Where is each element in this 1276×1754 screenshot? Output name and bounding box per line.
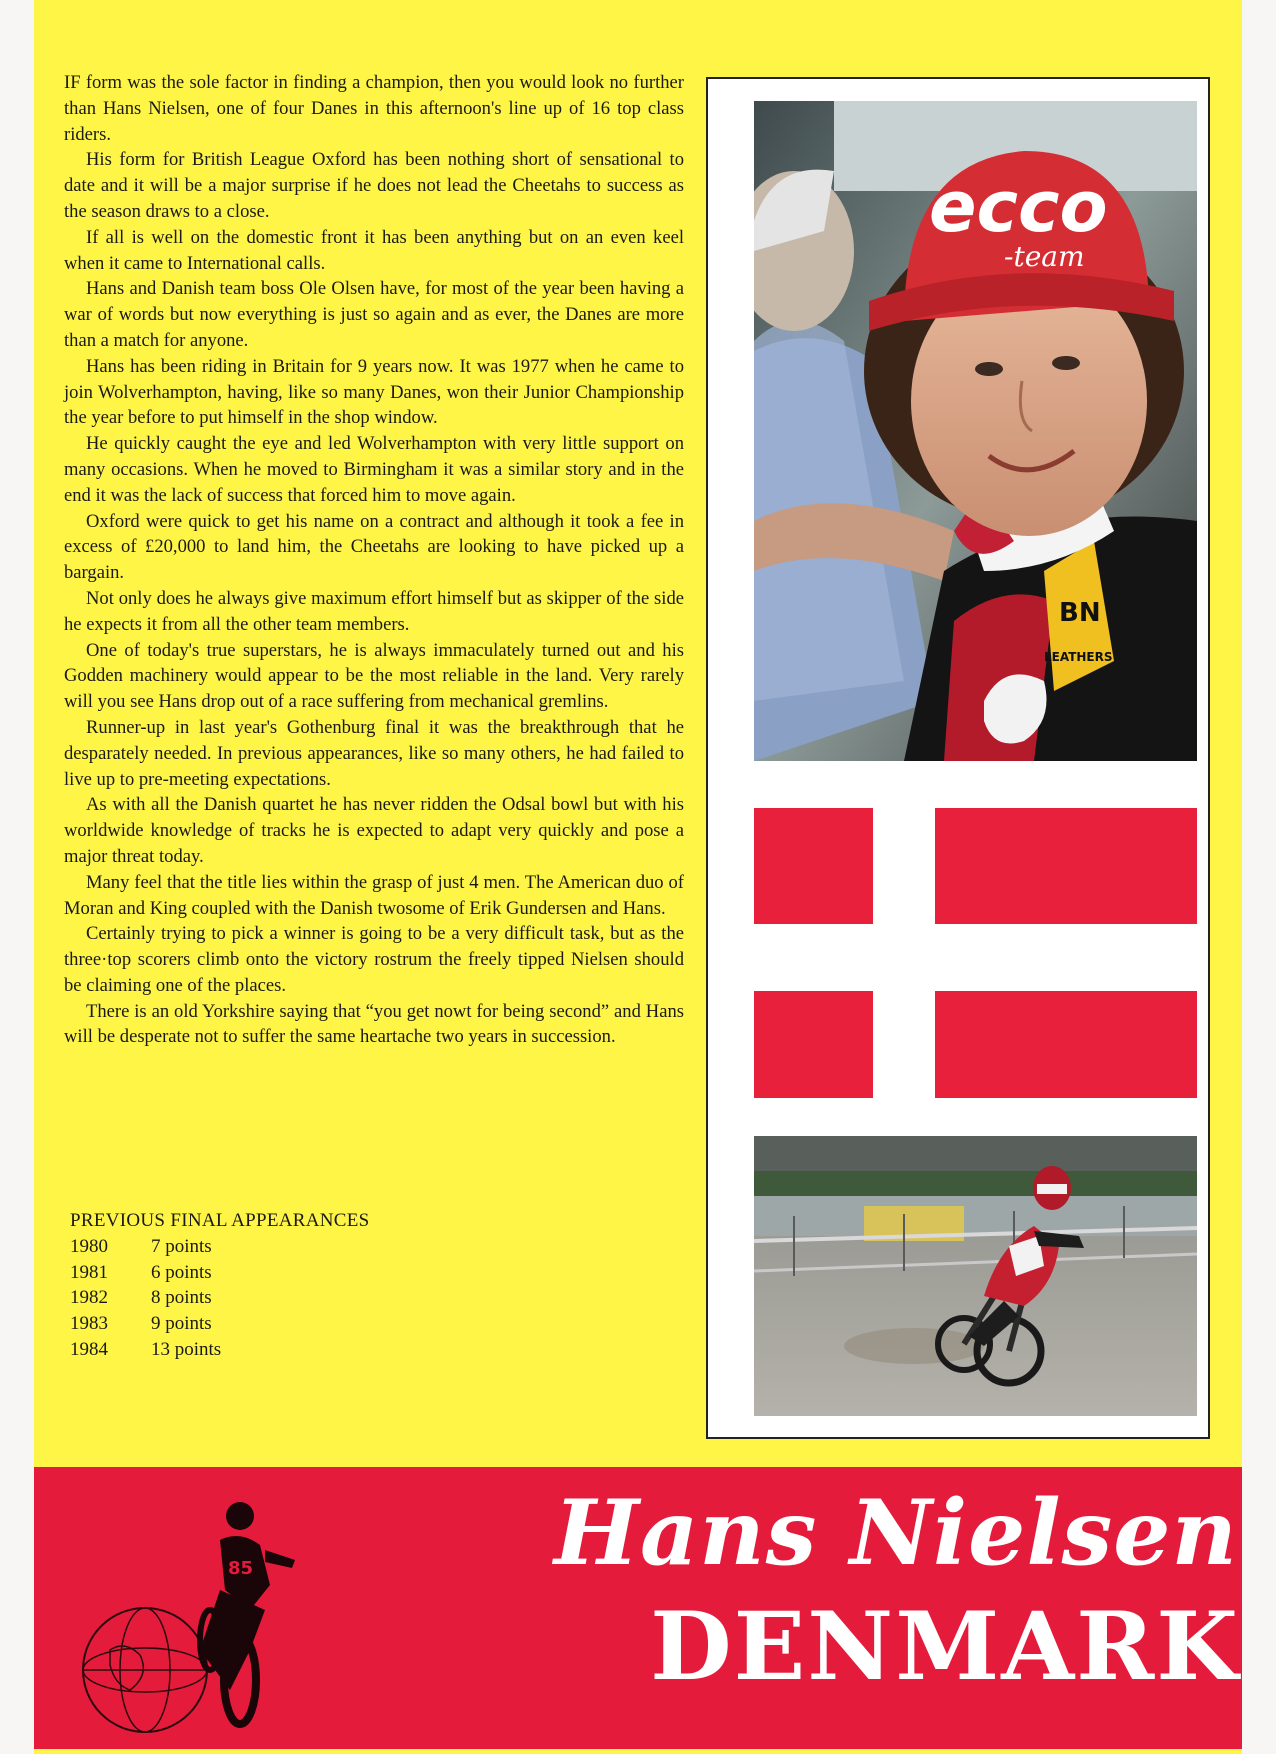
speedway-action-photo [754,1136,1197,1416]
appearance-row [70,1285,490,1311]
speedway-globe-logo [70,1490,300,1740]
article-paragraph-7: Oxford were quick to get his name on a contract and although it took a fee in excess of £20,000 to land him, the Cheetahs are looking to have picked up a bargain. [64,510,684,584]
appearance-points: 9 points [151,1313,212,1335]
appearance-year: 1983 [70,1313,108,1335]
appearance-points: 7 points [151,1235,212,1257]
appearances-heading: PREVIOUS FINAL APPEARANCES [70,1210,370,1231]
globe-rider-logo-icon [70,1490,300,1740]
flag-red-field [935,808,1197,924]
flag-red-field [935,991,1197,1098]
article-paragraph-11: As with all the Danish quartet he has never ridden the Odsal bowl but with his worldwide knowledge of tracks he is expected to adapt very quickly and pose a major threat today. [64,794,684,867]
appearance-year: 1981 [70,1261,108,1283]
article-body [64,70,684,1050]
appearance-year: 1984 [70,1338,108,1360]
appearance-year: 1982 [70,1287,108,1309]
cap-logo-subtext: -team [1004,240,1085,273]
danish-flag [754,808,1197,1098]
appearance-row [70,1234,490,1260]
cap-logo-text: ecco [929,166,1108,248]
previous-final-appearances [70,1208,490,1363]
jacket-patch-text: BN [1059,598,1101,628]
appearance-row [70,1260,490,1286]
article-paragraph-13: Certainly trying to pick a winner is going to be a very difficult task, but as the three·top scorers climb onto the victory rostrum the freely tipped Nielsen should be claiming one of the places. [64,923,684,996]
article-paragraph-10: Runner-up in last year's Gothenburg final it was the breakthrough that he desparately needed. In previous appearances, like so many others, he had failed to live up to pre-meeting expectations. [64,716,684,790]
rider-portrait-illustration [754,101,1197,761]
article-paragraph-3: If all is well on the domestic front it has been anything but on an even keel when it came to International calls. [64,226,684,274]
article-paragraph-14: There is an old Yorkshire saying that “you get nowt for being second” and Hans will be desperate not to suffer the same heartache two years in succession. [64,1000,684,1048]
flag-red-field [754,991,873,1098]
article-paragraph-8: Not only does he always give maximum effort himself but as skipper of the side he expects it from all the other team members. [64,587,684,635]
rider-portrait-photo [754,101,1197,761]
article-paragraph-6: He quickly caught the eye and led Wolverhampton with very little support on many occasions. When he moved to Birmingham it was a similar story and in the end it was the lack of success that forced him to move again. [64,433,684,506]
article-paragraph-4: Hans and Danish team boss Ole Olsen have, for most of the year been having a war of words but now everything is just so again and as ever, the Danes are more than a match for anyone. [64,278,684,351]
article-paragraph-5: Hans has been riding in Britain for 9 years now. It was 1977 when he came to join Wolverhampton, having, like so many Danes, won their Junior Championship the year before to put himself in the shop window. [64,355,684,429]
appearance-points: 8 points [151,1287,212,1309]
appearance-year: 1980 [70,1235,108,1257]
logo-bib-number: 85 [228,1558,254,1579]
jacket-patch-subtext: LEATHERS [1044,650,1113,664]
appearance-points: 13 points [151,1338,222,1360]
speedway-action-illustration [754,1136,1197,1416]
rider-name-title: Hans Nielsen [553,1480,1238,1586]
article-paragraph-9: One of today's true superstars, he is always immaculately turned out and his Godden machinery would appear to be the most reliable in the land. Very rarely will you see Hans drop out of a race suffering from mechanical gremlins. [64,639,684,713]
article-paragraph-1: IF form was the sole factor in finding a champion, then you would look no further than Hans Nielsen, one of four Danes in this afternoon's line up of 16 top class riders. [64,72,684,145]
flag-red-field [754,808,873,924]
appearance-row [70,1311,490,1337]
appearance-row [70,1337,490,1363]
appearance-points: 6 points [151,1261,212,1283]
rider-country-title: DENMARK [650,1592,1240,1702]
article-paragraph-2: His form for British League Oxford has been nothing short of sensational to date and it will be a major surprise if he does not lead the Cheetahs to success as the season draws to a close. [64,149,684,222]
article-paragraph-12: Many feel that the title lies within the grasp of just 4 men. The American duo of Moran and King coupled with the Danish twosome of Erik Gundersen and Hans. [64,871,684,919]
